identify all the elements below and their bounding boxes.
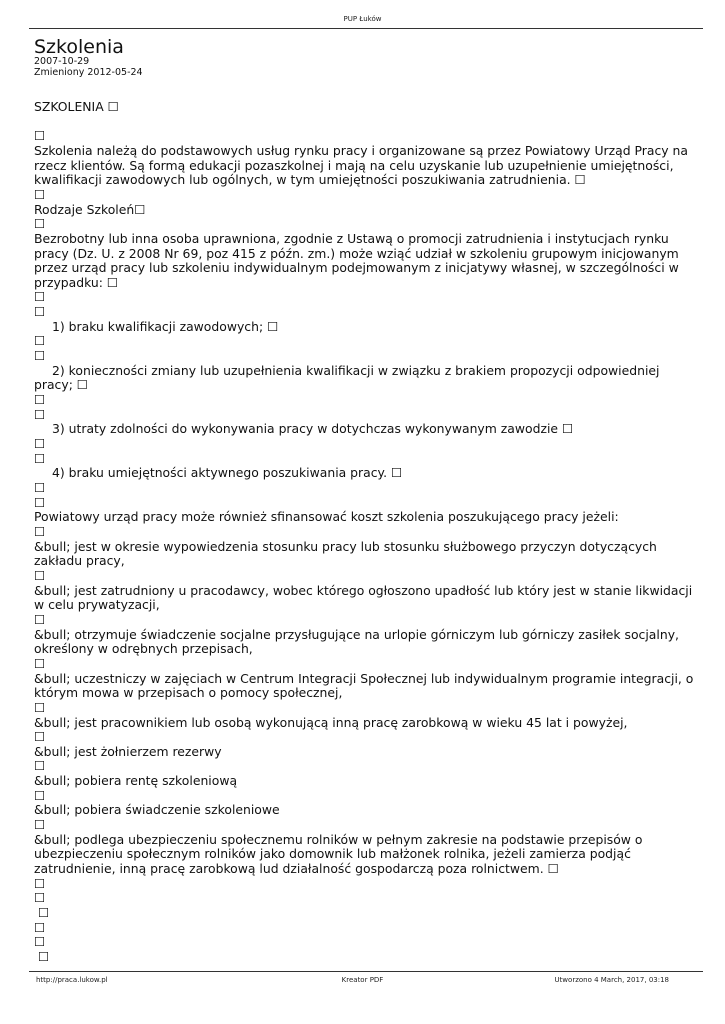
bullet-item: &bull; otrzymuje świadczenie socjalne przysługujące na urlopie górniczym lub górniczy zasiłek socjalny, określony w odrębnych przepisach, — [34, 626, 679, 657]
body-line: ☐ — [34, 216, 46, 232]
body-line: ☐ — [34, 436, 46, 452]
bullet-item: &bull; jest żołnierzem rezerwy — [34, 743, 222, 759]
modified-date: Zmieniony 2012-05-24 — [34, 67, 143, 78]
document-meta — [34, 56, 143, 78]
subheading: Rodzaje Szkoleń☐ — [34, 201, 146, 217]
bullet-item: &bull; pobiera świadczenie szkoleniowe — [34, 802, 280, 818]
footer-url: http://praca.lukow.pl — [36, 976, 108, 984]
body-line: ☐ — [34, 787, 46, 803]
body-line: ☐ — [34, 934, 46, 950]
paragraph: Powiatowy urząd pracy może również sfinansować koszt szkolenia poszukującego pracy jeżeli: — [34, 509, 619, 525]
body-line: ☐ — [34, 333, 46, 349]
body-line: ☐ — [34, 699, 46, 715]
body-line: ☐ — [34, 304, 46, 320]
list-item: 2) konieczności zmiany lub uzupełnienia kwalifikacji w związku z brakiem propozycji odpowiedniej pracy; ☐ — [34, 362, 660, 393]
body-line: ☐ — [34, 289, 46, 305]
body-line: ☐ — [34, 567, 46, 583]
body-line: ☐ — [34, 758, 46, 774]
body-line: ☐ — [34, 875, 46, 891]
footer-generator: Kreator PDF — [341, 976, 384, 984]
page-header: PUP Łuków — [343, 15, 382, 23]
paragraph: Bezrobotny lub inna osoba uprawniona, zgodnie z Ustawą o promocji zatrudnienia i instytucjach rynku pracy (Dz. U. z 2008 Nr 69, poz 415 z późn. zm.) może wziąć udział w szkoleniu grupowym inicjowanym przez urząd pracy lub szkoleniu indywidualnym podejmowanym z inicjatywy własnej, w szczególności w przypadku: ☐ — [34, 230, 679, 290]
bullet-item: &bull; jest zatrudniony u pracodawcy, wobec którego ogłoszono upadłość lub który jest w stanie likwidacji w celu prywatyzacji, — [34, 582, 693, 613]
header-divider — [29, 28, 703, 29]
bullet-item: &bull; uczestniczy w zajęciach w Centrum Integracji Społecznej lub indywidualnym programie integracji, o którym mowa w przepisach o pomocy społecznej, — [34, 670, 694, 701]
bullet-item: &bull; pobiera rentę szkoleniową — [34, 773, 238, 789]
body-line: ☐ — [34, 523, 46, 539]
body-line: ☐ — [34, 128, 46, 144]
body-line: ☐ — [34, 406, 46, 422]
body-line: ☐ — [34, 480, 46, 495]
publish-date: 2007-10-29 — [34, 56, 90, 67]
bullet-item: &bull; podlega ubezpieczeniu społecznemu rolników w pełnym zakresie na podstawie przepisów o ubezpieczeniu społecznym rolników jako domownik lub małżonek rolnika, jeżeli zamierza podjąć zatrudnienie, inną pracę zarobkową lud działalność gospodarczą poza rolnictwem. ☐ — [34, 831, 643, 877]
list-item: 4) braku umiejętności aktywnego poszukiwania pracy. ☐ — [52, 465, 403, 481]
paragraph: Szkolenia należą do podstawowych usług rynku pracy i organizowane są przez Powiatowy Urząd Pracy na rzecz klientów. Są formą edukacji pozaszkolnej i mają na celu uzyskanie lub uzupełnienie umiejętności, kwalifikacji zawodowych lub ogólnych, w tym umiejętności poszukiwania zatrudnienia. ☐ — [34, 142, 688, 188]
bullet-item: &bull; jest pracownikiem lub osobą wykonującą inną pracę zarobkową w wieku 45 lat i powyżej, — [34, 714, 628, 730]
body-line: ☐ — [34, 655, 46, 671]
body-line: ☐ — [34, 949, 50, 964]
body-line: ☐ — [34, 729, 46, 745]
bullet-item: &bull; jest w okresie wypowiedzenia stosunku pracy lub stosunku służbowego przyczyn dotyczących zakładu pracy, — [34, 538, 657, 569]
body-line: ☐ — [34, 348, 46, 364]
page-title: Szkolenia — [34, 36, 124, 58]
list-item: 1) braku kwalifikacji zawodowych; ☐ — [52, 318, 279, 334]
body-line: ☐ — [34, 919, 46, 935]
body-line: ☐ — [34, 890, 46, 906]
article-body — [34, 100, 694, 965]
body-line: ☐ — [34, 186, 46, 202]
body-line: ☐ — [34, 494, 46, 510]
body-line: ☐ — [34, 905, 50, 921]
footer-divider — [29, 971, 703, 972]
footer-created: Utworzono 4 March, 2017, 03:18 — [554, 976, 669, 984]
body-line: ☐ — [34, 392, 46, 408]
body-line: ☐ — [34, 817, 46, 833]
list-item: 3) utraty zdolności do wykonywania pracy w dotychczas wykonywanym zawodzie ☐ — [52, 421, 574, 437]
body-line: ☐ — [34, 450, 46, 466]
section-heading: SZKOLENIA ☐ — [34, 99, 119, 114]
body-line: ☐ — [34, 611, 46, 627]
